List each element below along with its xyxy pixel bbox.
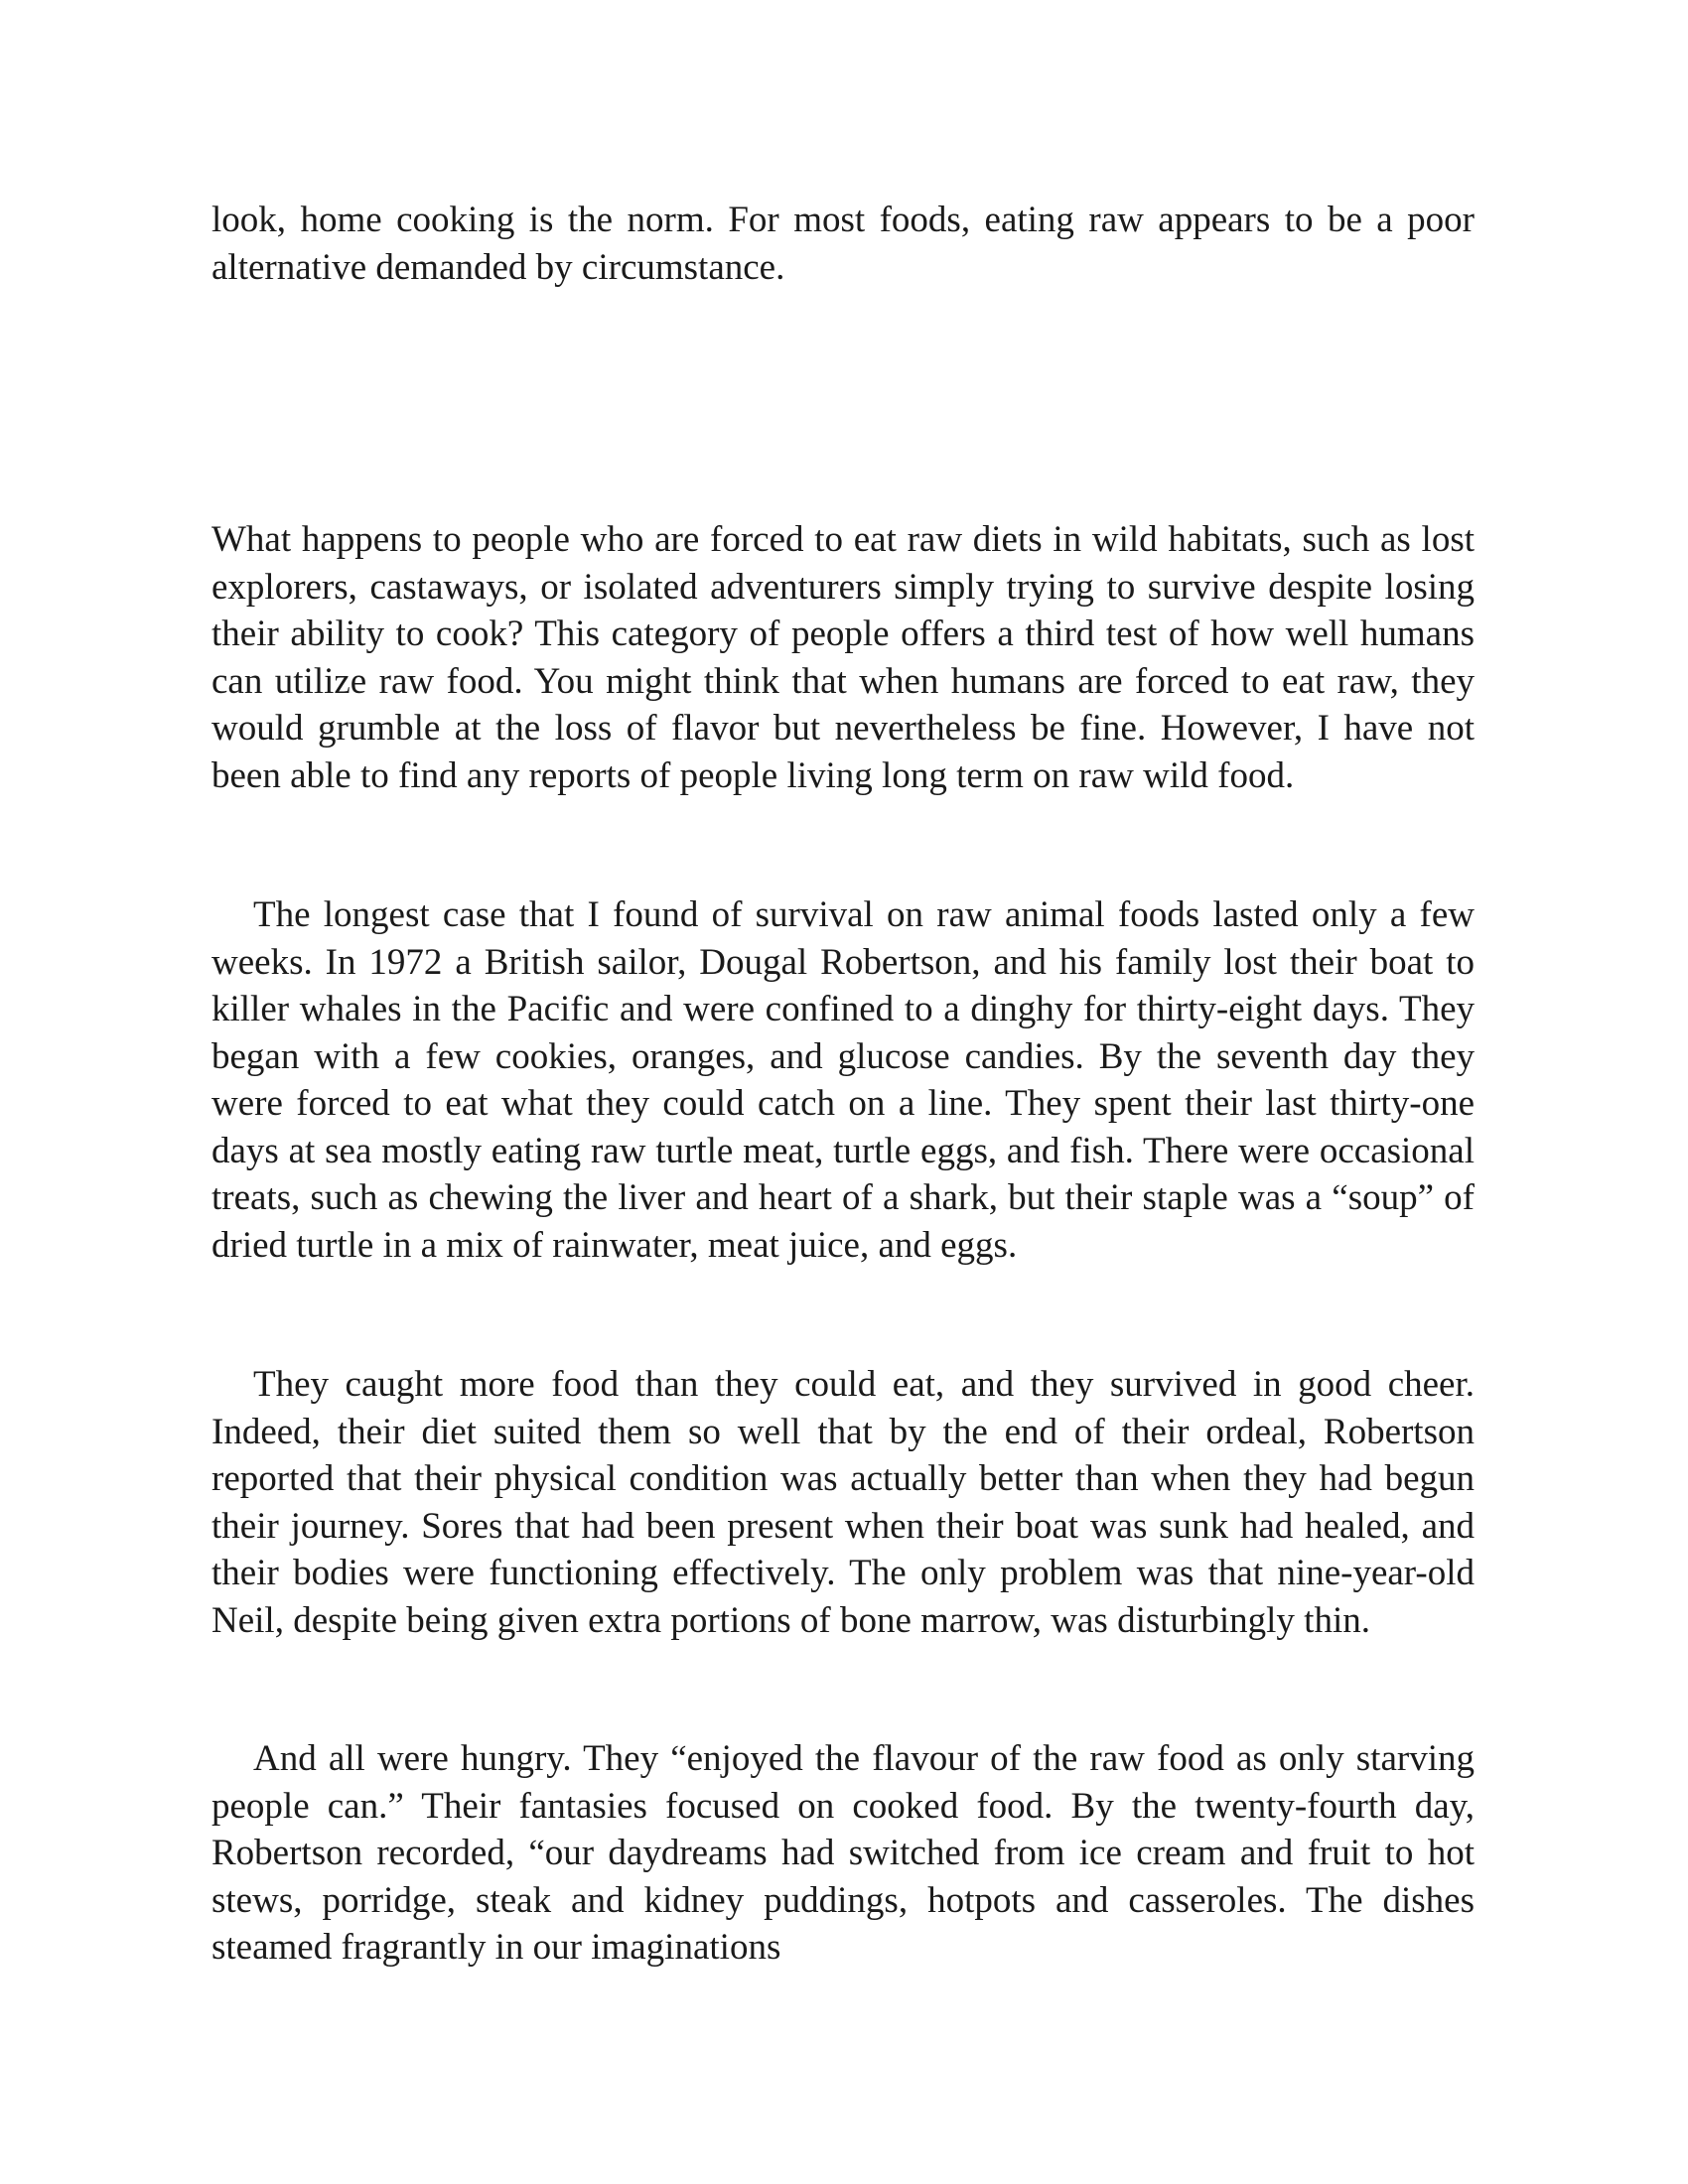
paragraph-section-opening <box>211 516 1475 799</box>
paragraph-robertson-case <box>211 891 1475 1269</box>
paragraph-survival-outcome <box>211 1361 1475 1644</box>
paragraph-text: look, home cooking is the norm. For most foods, eating raw appears to be a poor alternative demanded by circumstance. <box>211 200 1475 288</box>
paragraph-text: And all were hungry. They “enjoyed the flavour of the raw food as only starving people can.” Their fantasies focused on cooked food. By the twenty-fourth day, Robertson recorded, “our daydreams had switched from ice cream and fruit to hot stews, porridge, steak and kidney puddings, hotpots and casseroles. The dishes steamed fragrantly in our imaginations <box>211 1738 1475 1968</box>
paragraph-hunger <box>211 1735 1475 1972</box>
paragraph-text: They caught more food than they could eat, and they survived in good cheer. Indeed, their diet suited them so well that by the end of their ordeal, Robertson reported that their physical condition was actually better than when they had begun their journey. Sores that had been present when their boat was sunk had healed, and their bodies were functioning effectively. The only problem was that nine-year-old Neil, despite being given extra portions of bone marrow, was disturbingly thin. <box>211 1364 1475 1641</box>
paragraph-text: The longest case that I found of survival on raw animal foods lasted only a few weeks. In 1972 a British sailor, Dougal Robertson, and his family lost their boat to killer whales in the Pacific and were confined to a dinghy for thirty-eight days. They began with a few cookies, oranges, and glucose candies. By the seventh day they were forced to eat what they could catch on a line. They spent their last thirty-one days at sea mostly eating raw turtle meat, turtle eggs, and fish. There were occasional treats, such as chewing the liver and heart of a shark, but their staple was a “soup” of dried turtle in a mix of rainwater, meat juice, and eggs. <box>211 894 1475 1266</box>
paragraph-continuation <box>211 197 1475 291</box>
paragraph-text: What happens to people who are forced to eat raw diets in wild habitats, such as lost explorers, castaways, or isolated adventurers simply trying to survive despite losing their ability to cook? This category of people offers a third test of how well humans can utilize raw food. You might think that when humans are forced to eat raw, they would grumble at the loss of flavor but nevertheless be fine. However, I have not been able to find any reports of people living long term on raw wild food. <box>211 519 1475 796</box>
